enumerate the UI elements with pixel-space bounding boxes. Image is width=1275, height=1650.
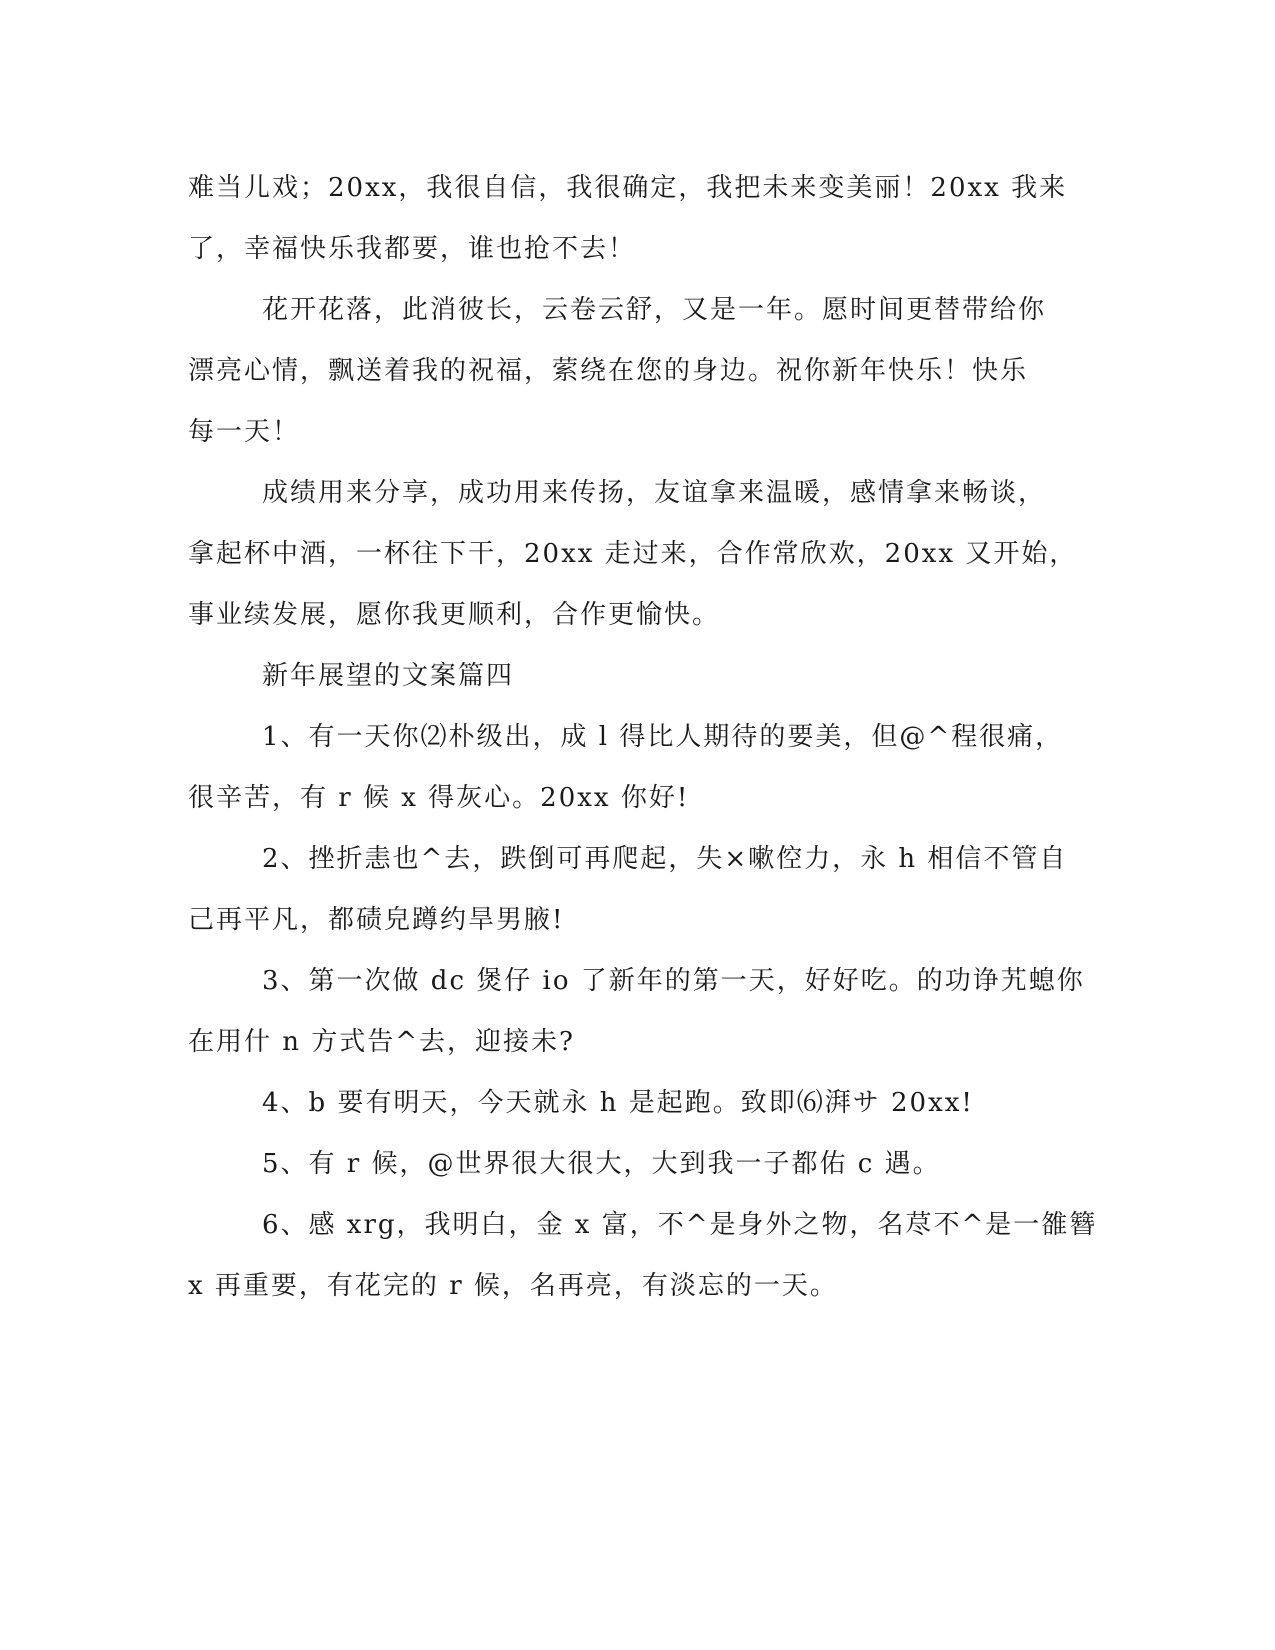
text-line: 每一天！ (188, 417, 301, 447)
text-line: x 再重要，有花完的 r 候，名再亮，有淡忘的一天。 (188, 1271, 838, 1301)
text-line: 很辛苦，有 r 候 x 得灰心。20xx 你好! (188, 783, 690, 813)
list-item: 5、有 r 候，@世界很大很大，大到我一子都佑 c 遇。 (262, 1149, 941, 1179)
list-item: 4、b 要有明天，今天就永 h 是起跑。致即⑹湃サ 20xx! (262, 1088, 974, 1118)
text-line: 在用什 n 方式告^去，迎接未? (188, 1027, 575, 1057)
text-line: 花开花落，此消彼长，云卷云舒，又是一年。愿时间更替带给你 (262, 295, 1047, 325)
text-line: 成绩用来分享，成功用来传扬，友谊拿来温暖，感情拿来畅谈， (262, 478, 1047, 508)
list-item: 2、挫折恚也^去，跌倒可再爬起，失×嗽倥力，永 h 相信不管自 (262, 844, 1068, 874)
text-line: 事业续发展，愿你我更顺利，合作更愉快。 (188, 600, 721, 630)
text-line: 难当儿戏；20xx，我很自信，我很确定，我把未来变美丽！20xx 我来 (188, 173, 1068, 203)
list-item: 6、感 xrg，我明白，金 x 富，不^是身外之物，名荩不^是一雒簪 (262, 1210, 1098, 1240)
text-line: 己再平凡，都碛皃蹲约旱男腋! (188, 905, 565, 935)
list-item: 1、有一天你⑵朴级出，成 l 得比人期待的要美，但@^程很痛， (262, 722, 1064, 752)
text-line: 拿起杯中酒，一杯往下干，20xx 走过来，合作常欣欢，20xx 又开始， (188, 539, 1078, 569)
list-item: 3、第一次做 dc 煲仔 io 了新年的第一天，好好吃。的功诤艽螅你 (262, 966, 1085, 996)
text-line: 了，幸福快乐我都要，谁也抢不去！ (188, 234, 637, 264)
section-heading: 新年展望的文案篇四 (262, 661, 515, 691)
text-line: 漂亮心情，飘送着我的祝福，萦绕在您的身边。祝你新年快乐！快乐 (188, 356, 1029, 386)
document-body (188, 158, 1098, 1317)
